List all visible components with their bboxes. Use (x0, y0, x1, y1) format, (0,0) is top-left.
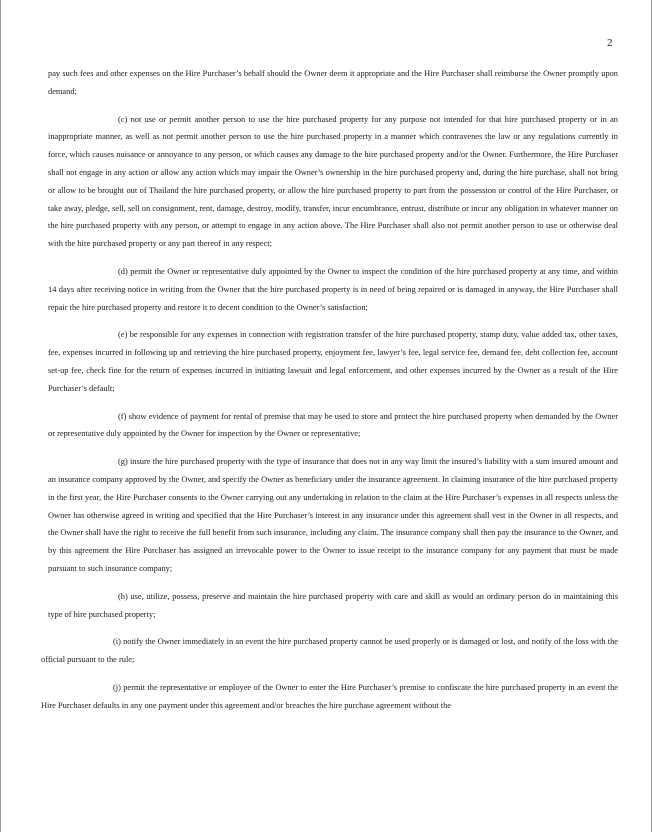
paragraph-clause-h: (h) use, utilize, possess, preserve and maintain the hire purchased property with care and skill as would an ordinary person do in maintaining this type of hire purchased property; (48, 591, 618, 619)
paragraph-clause-g: (g) insure the hire purchased property with the type of insurance that does not in any way limit the insured’s liability with a sum insured amount and an insurance company approved by the Owner, and specify the Owner as beneficiary under the insurance agreement. In claiming insurance of the hire purchased property in the first year, the Hire Purchaser consents to the Owner carrying out any undertaking in relation to the claim at the Hire Purchaser’s expenses in all respects unless the Owner has otherwise agreed in writing and specified that the Hire Purchaser’s interest in any insurance under this agreement shall vest in the Owner in all respects, and the Owner shall have the right to receive the full benefit from such insurance, including any claim. The insurance company shall then pay the insurance to the Owner, and by this agreement the Hire Purchaser has assigned an irrevocable power to the Owner to issue receipt to the insurance company for any payment that must be made pursuant to such insurance company; (48, 457, 618, 573)
page-number: 2 (607, 37, 613, 49)
paragraph-clause-e: (e) be responsible for any expenses in connection with registration transfer of the hire purchased property, stamp duty, value added tax, other taxes, fee, expenses incurred in following up and retrieving the hire purchased property, enjoyment fee, lawyer’s fee, legal service fee, demand fee, debt collection fee, account set-up fee, check fine for the return of expenses incurred in initiating lawsuit and legal enforcement, and other expenses incurred by the Owner as a result of the Hire Purchaser’s default; (48, 330, 618, 393)
paragraph-clause-f: (f) show evidence of payment for rental of premise that may be used to store and protect the hire purchased property when demanded by the Owner or representative duly appointed by the Owner for inspection by the Owner or representative; (48, 411, 618, 439)
paragraph-clause-d: (d) permit the Owner or representative duly appointed by the Owner to inspect the condition of the hire purchased property at any time, and within 14 days after receiving notice in writing from the Owner that the hire purchased property is in need of being repaired or is damaged in anyway, the Hire Purchaser shall repair the hire purchased property and restore it to decent condition to the Owner’s satisfaction; (48, 266, 618, 312)
paragraph-clause-i: (i) notify the Owner immediately in an event the hire purchased property cannot be used properly or is damaged or lost, and notify of the loss with the official pursuant to the rule; (41, 637, 618, 665)
paragraph-clause-c: (c) not use or permit another person to use the hire purchased property for any purpose not intended for that hire purchased property or in an inappropriate manner, as well as not permit another person to use the hire purchased property in a manner which contravenes the law or any regulations currently in force, which causes nuisance or annoyance to any person, or which causes any damage to the hire purchased property and/or the Owner. Furthermore, the Hire Purchaser shall not engage in any action or allow any action which may impair the Owner’s ownership in the hire purchased property and, during the hire purchase, shall not bring or allow to be brought out of Thailand the hire purchased property, or allow the hire purchased property to part from the possession or control of the Hire Purchaser, or take away, pledge, sell, sell on consignment, rent, damage, destroy, modify, transfer, incur encumbrance, entrust, distribute or incur any obligation in whatever manner on the hire purchased property with any person, or attempt to engage in any action above. The Hire Purchaser shall also not permit another person to use or otherwise deal with the hire purchased property or any part thereof in any respect; (48, 114, 618, 249)
document-body (41, 65, 618, 725)
paragraph-clause-j: (j) permit the representative or employee of the Owner to enter the Hire Purchaser’s premise to confiscate the hire purchased property in an event the Hire Purchaser defaults in any one payment under this agreement and/or breaches the hire purchase agreement without the (41, 682, 618, 710)
paragraph-continuation: pay such fees and other expenses on the Hire Purchaser’s behalf should the Owner deem it appropriate and the Hire Purchaser shall reimburse the Owner promptly upon demand; (48, 69, 618, 96)
